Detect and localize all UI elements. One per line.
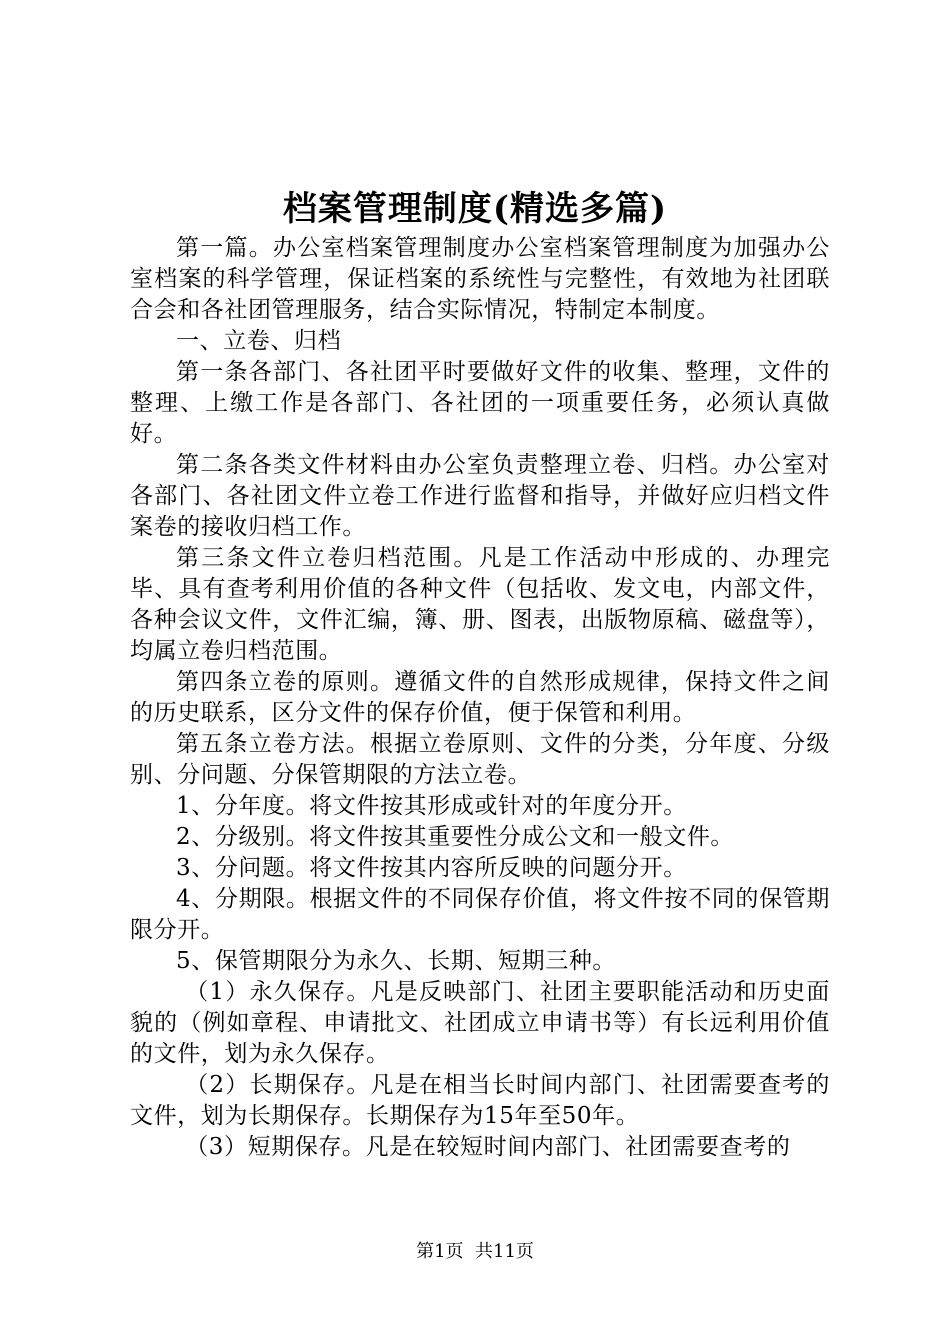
list-item-4: 4、分期限。根据文件的不同保存价值，将文件按不同的保管期限分开。 xyxy=(130,886,830,943)
article-3: 第三条文件立卷归档范围。凡是工作活动中形成的、办理完毕、具有查考利用价值的各种文件（包括收、发文电，内部文件，各种会议文件，文件汇编，簿、册、图表，出版物原稿、磁盘等），均属立卷归档范围。 xyxy=(130,545,830,664)
page-number: 第1页 共11页 xyxy=(416,1241,534,1262)
list-item-3: 3、分问题。将文件按其内容所反映的问题分开。 xyxy=(176,855,687,881)
list-item-5: 5、保管期限分为永久、长期、短期三种。 xyxy=(176,948,617,974)
document-title: 档案管理制度(精选多篇) xyxy=(282,189,668,229)
sub-item-1: （1）永久保存。凡是反映部门、社团主要职能活动和历史面貌的（例如章程、申请批文、社团成立申请书等）有长远利用价值的文件，划为永久保存。 xyxy=(130,979,830,1067)
list-item-1: 1、分年度。将文件按其形成或针对的年度分开。 xyxy=(176,793,687,819)
page-footer xyxy=(0,1240,950,1264)
article-2: 第二条各类文件材料由办公室负责整理立卷、归档。办公室对各部门、各社团文件立卷工作进行监督和指导，并做好应归档文件案卷的接收归档工作。 xyxy=(130,452,830,540)
sub-item-2: （2）长期保存。凡是在相当长时间内部门、社团需要查考的文件，划为长期保存。长期保存为15年至50年。 xyxy=(130,1072,830,1129)
list-item-2: 2、分级别。将文件按其重要性分成公文和一般文件。 xyxy=(176,824,735,850)
article-1: 第一条各部门、各社团平时要做好文件的收集、整理，文件的整理、上缴工作是各部门、各社团的一项重要任务，必须认真做好。 xyxy=(130,359,830,447)
section-heading: 一、立卷、归档 xyxy=(176,328,342,354)
article-4: 第四条立卷的原则。遵循文件的自然形成规律，保持文件之间的历史联系，区分文件的保存价值，便于保管和利用。 xyxy=(130,669,830,726)
sub-item-3: （3）短期保存。凡是在较短时间内部门、社团需要查考的 xyxy=(185,1134,791,1160)
article-5: 第五条立卷方法。根据立卷原则、文件的分类，分年度、分级别、分问题、分保管期限的方法立卷。 xyxy=(130,731,830,788)
document-body xyxy=(130,233,830,1163)
paragraph-intro: 第一篇。办公室档案管理制度办公室档案管理制度为加强办公室档案的科学管理，保证档案的系统性与完整性，有效地为社团联合会和各社团管理服务，结合实际情况，特制定本制度。 xyxy=(130,235,830,323)
